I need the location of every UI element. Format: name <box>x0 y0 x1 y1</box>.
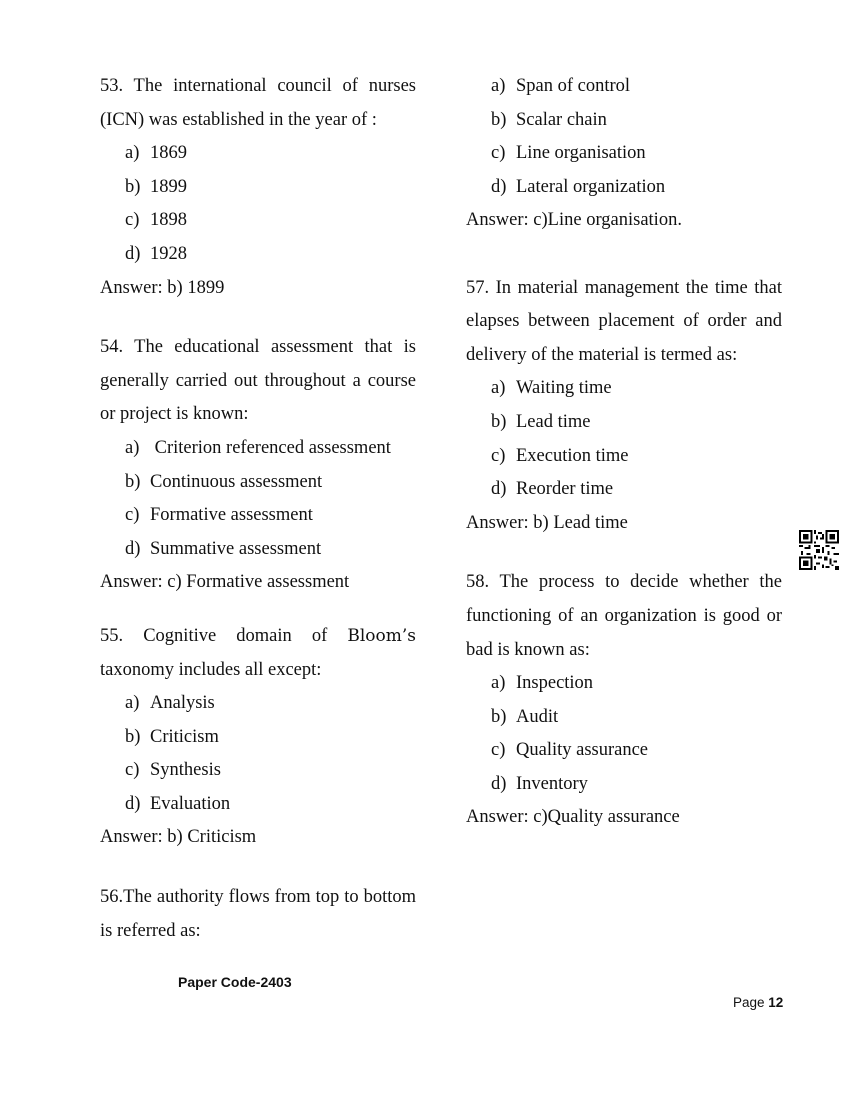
option: d) Lateral organization <box>491 176 666 197</box>
left-column <box>100 70 421 948</box>
option: c) Line organisation <box>491 143 646 164</box>
answer: Answer: b) Lead time <box>466 512 628 533</box>
question-56-options <box>466 70 782 238</box>
option: c) 1898 <box>125 210 187 231</box>
paper-code: Paper Code-2403 <box>178 974 292 990</box>
option: a) Analysis <box>125 693 215 714</box>
qr-code-icon <box>799 530 839 570</box>
question-prompt: 57. In material management the time that elapses between placement of order and delivery of the material is termed as: <box>466 277 782 365</box>
option: b) Audit <box>491 706 559 727</box>
question-prompt: 55. Cognitive domain of Bloom’s taxonomy includes all except: <box>100 625 421 680</box>
answer: Answer: c) Formative assessment <box>100 572 350 593</box>
option: d) Summative assessment <box>125 538 322 559</box>
question-56 <box>100 881 416 948</box>
question-prompt: 53. The international council of nurses (ICN) was established in the year of : <box>100 76 416 130</box>
question-55 <box>100 620 421 855</box>
option: a) 1869 <box>125 143 187 164</box>
option: c) Execution time <box>491 445 629 466</box>
option: a) Waiting time <box>491 378 612 399</box>
question-prompt: 56.The authority flows from top to bottom is referred as: <box>100 887 416 941</box>
right-column <box>466 70 782 835</box>
option: d) Reorder time <box>491 479 614 500</box>
option: c) Synthesis <box>125 760 221 781</box>
option: d) Evaluation <box>125 793 231 814</box>
question-54 <box>100 331 416 600</box>
option: b) 1899 <box>125 176 187 197</box>
option: b) Lead time <box>491 411 591 432</box>
answer: Answer: c)Line organisation. <box>466 210 682 231</box>
option: c) Quality assurance <box>491 740 649 761</box>
option: a) Inspection <box>491 673 594 694</box>
answer: Answer: b) 1899 <box>100 277 225 298</box>
option: d) 1928 <box>125 243 187 264</box>
question-prompt: 54. The educational assessment that is generally carried out throughout a course or project is known: <box>100 337 416 425</box>
page-number: Page 12 <box>733 995 784 1010</box>
answer: Answer: c)Quality assurance <box>466 807 680 828</box>
question-prompt: 58. The process to decide whether the functioning of an organization is good or bad is known as: <box>466 572 782 660</box>
option: c) Formative assessment <box>125 505 313 526</box>
question-53 <box>100 70 416 305</box>
option: b) Continuous assessment <box>125 471 323 492</box>
option: b) Criticism <box>125 726 219 747</box>
option: b) Scalar chain <box>491 109 607 130</box>
question-58 <box>466 566 782 835</box>
answer: Answer: b) Criticism <box>100 827 257 848</box>
option: d) Inventory <box>491 773 588 794</box>
option: a) Criterion referenced assessment <box>125 437 391 458</box>
option: a) Span of control <box>491 76 631 96</box>
question-57 <box>466 272 782 541</box>
